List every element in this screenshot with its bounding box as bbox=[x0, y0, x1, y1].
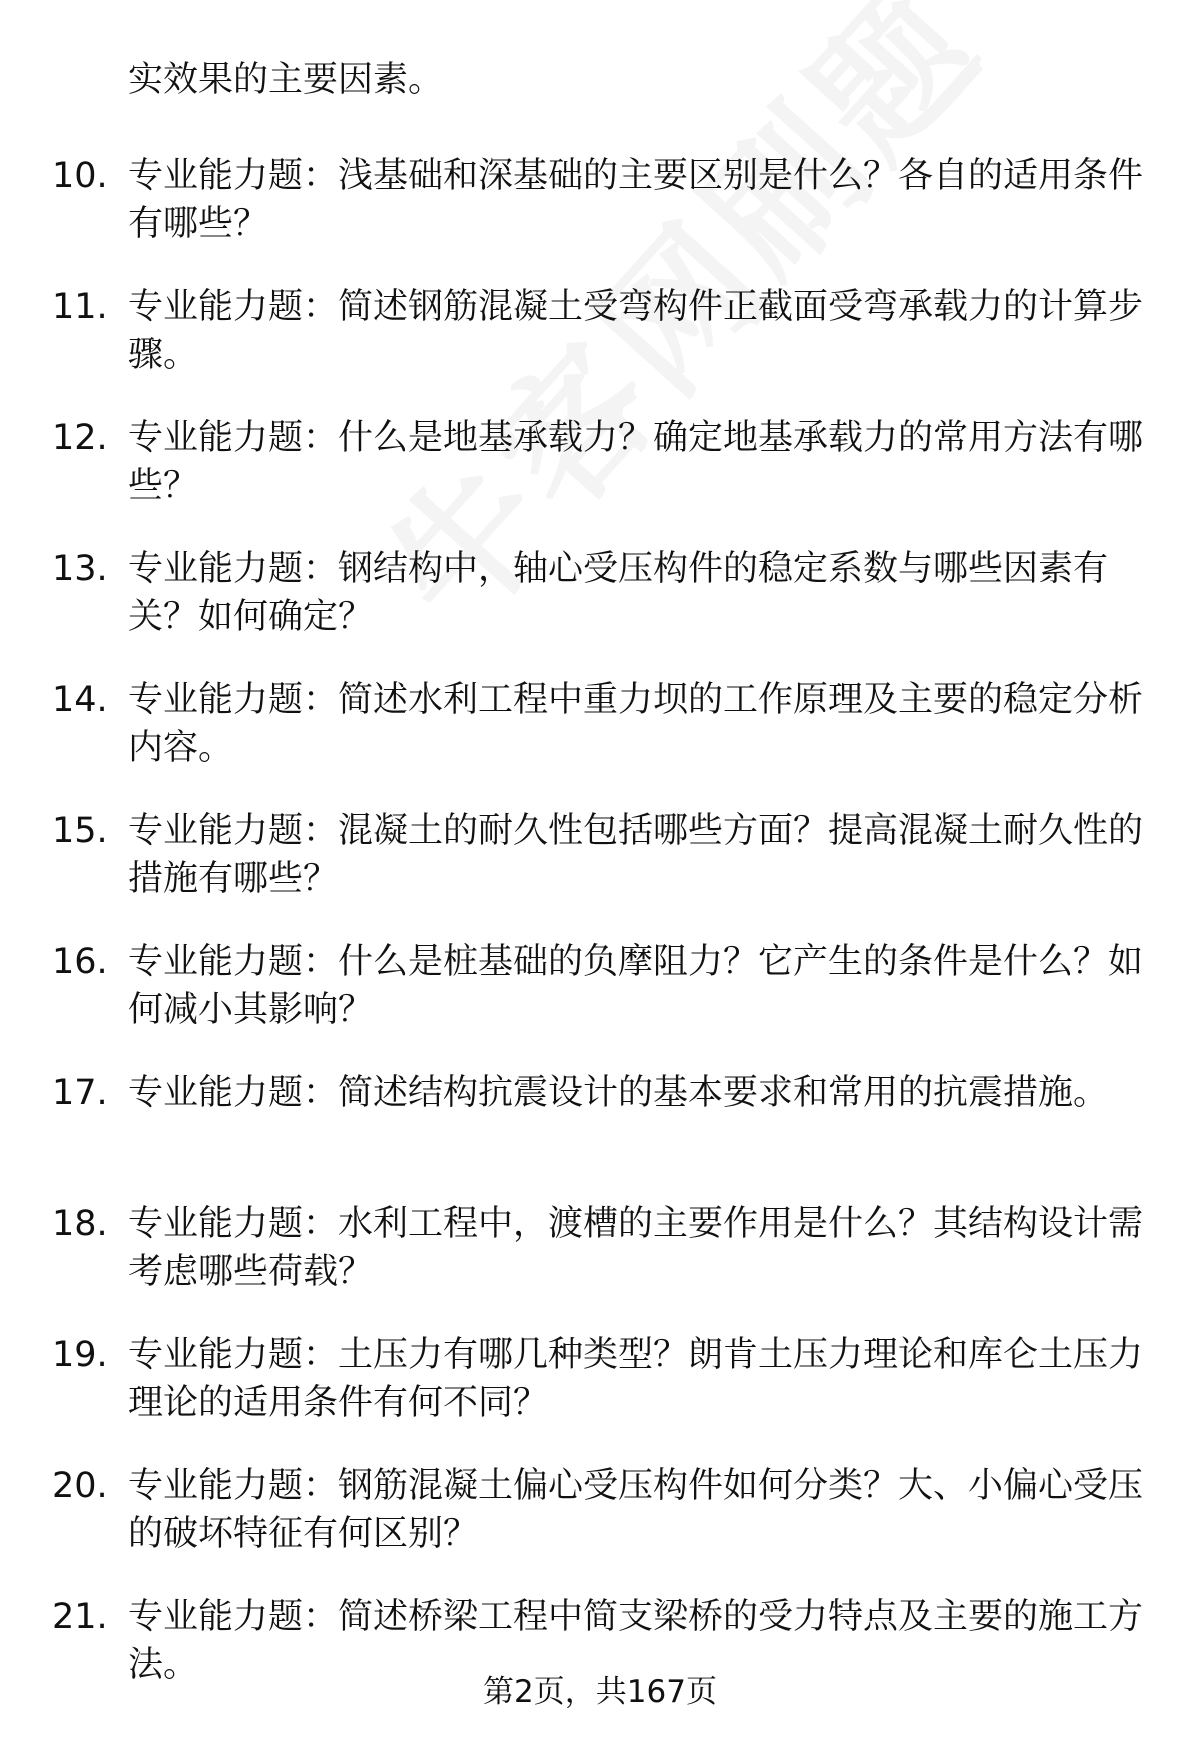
question-text: 专业能力题：钢结构中，轴心受压构件的稳定系数与哪些因素有关？如何确定？ bbox=[128, 549, 1109, 637]
question-text: 专业能力题：水利工程中，渡槽的主要作用是什么？其结构设计需考虑哪些荷载？ bbox=[128, 1204, 1144, 1292]
list-item bbox=[0, 1462, 1200, 1593]
question-text: 专业能力题：简述结构抗震设计的基本要求和常用的抗震措施。 bbox=[128, 1073, 1109, 1113]
list-item bbox=[0, 938, 1200, 1069]
question-text: 专业能力题：土压力有哪几种类型？朗肯土压力理论和库仑土压力理论的适用条件有何不同？ bbox=[128, 1335, 1144, 1423]
question-text: 专业能力题：什么是桩基础的负摩阻力？它产生的条件是什么？如何减小其影响？ bbox=[128, 942, 1144, 1030]
question-number: 11. bbox=[52, 287, 108, 327]
continuation-text: 实效果的主要因素。 bbox=[128, 60, 444, 100]
question-text: 专业能力题：浅基础和深基础的主要区别是什么？各自的适用条件有哪些？ bbox=[128, 156, 1144, 244]
list-item bbox=[0, 152, 1200, 283]
question-number: 20. bbox=[52, 1466, 108, 1506]
question-number: 14. bbox=[52, 680, 108, 720]
question-text: 专业能力题：混凝土的耐久性包括哪些方面？提高混凝土耐久性的措施有哪些？ bbox=[128, 811, 1144, 899]
question-number: 17. bbox=[52, 1073, 108, 1113]
question-text: 专业能力题：钢筋混凝土偏心受压构件如何分类？大、小偏心受压的破坏特征有何区别？ bbox=[128, 1466, 1144, 1554]
question-number: 13. bbox=[52, 549, 108, 589]
list-item bbox=[0, 1200, 1200, 1331]
list-item bbox=[0, 676, 1200, 807]
question-text: 专业能力题：简述钢筋混凝土受弯构件正截面受弯承载力的计算步骤。 bbox=[128, 287, 1144, 375]
question-text: 专业能力题：简述水利工程中重力坝的工作原理及主要的稳定分析内容。 bbox=[128, 680, 1144, 768]
page-footer: 第2页，共167页 bbox=[483, 1674, 717, 1710]
question-number: 12. bbox=[52, 418, 108, 458]
list-item bbox=[0, 1069, 1200, 1200]
list-item bbox=[0, 414, 1200, 545]
question-text: 专业能力题：简述桥梁工程中简支梁桥的受力特点及主要的施工方法。 bbox=[128, 1597, 1144, 1685]
question-number: 16. bbox=[52, 942, 108, 982]
question-number: 10. bbox=[52, 156, 108, 196]
question-number: 18. bbox=[52, 1204, 108, 1244]
question-list bbox=[0, 152, 1200, 1724]
list-item bbox=[0, 807, 1200, 938]
list-item bbox=[0, 1331, 1200, 1462]
question-number: 19. bbox=[52, 1335, 108, 1375]
list-item bbox=[0, 545, 1200, 676]
list-item bbox=[0, 283, 1200, 414]
question-number: 21. bbox=[52, 1597, 108, 1637]
question-text: 专业能力题：什么是地基承载力？确定地基承载力的常用方法有哪些？ bbox=[128, 418, 1144, 506]
question-number: 15. bbox=[52, 811, 108, 851]
